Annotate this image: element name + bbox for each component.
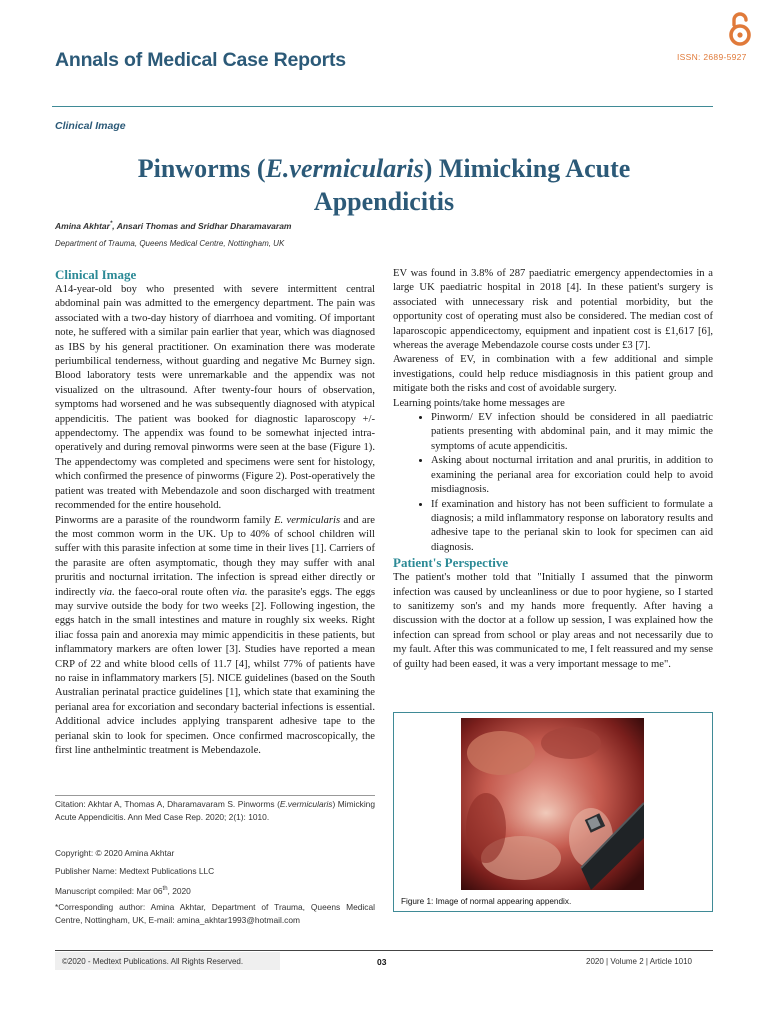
list-item: • Pinworm/ EV infection should be considered in all paediatric patients presenting with abdominal pain, and it may mimic the symptoms of acute appendicitis. <box>431 411 713 454</box>
footnote-divider <box>55 795 375 796</box>
open-access-icon <box>727 12 753 48</box>
manuscript-compiled: Manuscript compiled: Mar 06th, 2020 <box>55 885 191 896</box>
footer-copyright: ©2020 - Medtext Publications. All Rights Reserved. <box>62 957 244 966</box>
paragraph: EV was found in 3.8% of 287 paediatric emergency appendectomies in a large UK paediatric hospital in 2018 [4]. In these patient's surgery is associated with unnecessary risk and potential morbidity, but the opportunity cost of operating must also be considered. The median cost of laparoscopic appendicectomy, equipment and inpatient cost is £1,617 [6], whereas the average Mebendazole course costs under £3 [7]. <box>393 268 713 352</box>
paragraph: The patient's mother told that "Initially I assumed that the pinworm infection was caused by uncleanliness or due to poor hygiene, so I started to sanitizemy son's and my hands more frequently. After having a discussion with the doctor at a follow up session, I was explained how the infection can spread from school or play areas and not necessarily due to my fault. After this was communicated to me, I felt reassured and my sense of guilty had been eased, it was a very important message to me". <box>393 572 713 670</box>
article-title: Pinworms (E.vermicularis) Mimicking Acute Appendicitis <box>137 154 631 216</box>
paragraph: Pinworms are a parasite of the roundworm family E. vermicularis and are the most common worm in the UK. Up to 40% of school children will suffer with this parasite infection at some time in their lives [1]. Carriers of the parasite are often asymptomatic, though they may suffer with anal pruritis and nocturnal irritation. The infection is spread either directly or indirectly via. the faeco-oral route often via. the parasite's eggs. The eggs may survive outside the body for two weeks [2]. Following ingestion, the eggs hatch in the small intestines and mature in roughly six weeks. Right iliac fossa pain and anorexia may mimic appendicitis in these patients, but inflammatory markers are often lower [3]. Studies have reported a mean CRP of 22 and white blood cells of 11.7 [4], whilst 77% of patients have no raise in inflammatory markers [5]. NICE guidelines (based on the South Australian perinatal practice guidelines [1], which state that examining the perianal area for excoriation and secondary bacterial infections is essential. Additional advice includes applying transparent adhesive tape to the perianal skin to look for specimen. Once confirmed macroscopically, the first line anthelmintic treatment is Mebendazole. <box>55 514 375 756</box>
journal-title: Annals of Medical Case Reports <box>55 49 346 71</box>
author-list: Amina Akhtar*, Ansari Thomas and Sridhar Dharamavaram <box>55 221 292 231</box>
corresponding-author: *Corresponding author: Amina Akhtar, Department of Trauma, Queens Medical Centre, Nottingham, UK, E-mail: amina_akhtar1993@hotmail.com <box>55 902 375 925</box>
copyright: Copyright: © 2020 Amina Akhtar <box>55 848 175 858</box>
footer-divider <box>55 950 713 951</box>
header-divider <box>52 106 713 107</box>
section-heading-clinical-image: Clinical Image <box>55 267 137 282</box>
figure-caption: Figure 1: Image of normal appearing appendix. <box>401 897 572 906</box>
page-number: 03 <box>377 957 387 967</box>
paragraph: Learning points/take home messages are <box>393 397 565 409</box>
left-column <box>55 267 375 758</box>
publisher: Publisher Name: Medtext Publications LLC <box>55 866 215 876</box>
paragraph: A14-year-old boy who presented with severe intermittent central abdominal pain was admitted to the emergency department. The pain was associated with a two-day history of diarrhoea and vomiting. Of important note, he suffered with a similar pain earlier that year, which was diagnosed as IBS by his general practitioner. On examination there was moderate periumbilical tenderness, without guarding and negative Mc Burney sign. Blood laboratory tests were unremarkable and the appendix was not visualized on the ultrasound. After twenty-four hours of observation, symptoms had worsened and he was subsequently diagnosed with atypical appendicitis. The patient was booked for diagnostic laparoscopy +/- appendectomy. The appendix was found to be somewhat injected intra-operatively and during removal pinworms were seen at the base (Figure 1). The appendectomy was completed and specimens were sent for histology, which confirmed the presence of pinworms (Figure 2). Post-operatively the patient was treated with Mebendazole and soon discharged with treatment recommended for the entire household. <box>55 284 375 512</box>
affiliation: Department of Trauma, Queens Medical Centre, Nottingham, UK <box>55 239 285 248</box>
learning-points-list <box>393 411 713 555</box>
paragraph: Awareness of EV, in combination with a few additional and simple investigations, could help reduce misdiagnosis in this patient group and mitigate both the risks and cost of avoidable surgery. <box>393 354 713 395</box>
figure-1-image <box>461 718 644 890</box>
citation: Citation: Akhtar A, Thomas A, Dharamavaram S. Pinworms (E.vermicularis) Mimicking Acute Appendicitis. Ann Med Case Rep. 2020; 2(1): 1010. <box>55 799 375 822</box>
article-type: Clinical Image <box>55 120 126 132</box>
footer-volume-info: 2020 | Volume 2 | Article 1010 <box>586 957 693 966</box>
list-item: • Asking about nocturnal irritation and anal pruritis, in addition to examining the perianal area for excoriation could help to avoid misdiagnosis. <box>431 454 713 497</box>
right-column <box>393 267 713 672</box>
issn: ISSN: 2689-5927 <box>677 52 747 62</box>
list-item: • If examination and history has not been sufficient to formulate a diagnosis; a mild inflammatory response on laboratory results and adhesive tape to the perianal skin to look for specimen can aid diagnosis. <box>431 498 713 556</box>
section-heading-patient-perspective: Patient's Perspective <box>393 555 509 571</box>
